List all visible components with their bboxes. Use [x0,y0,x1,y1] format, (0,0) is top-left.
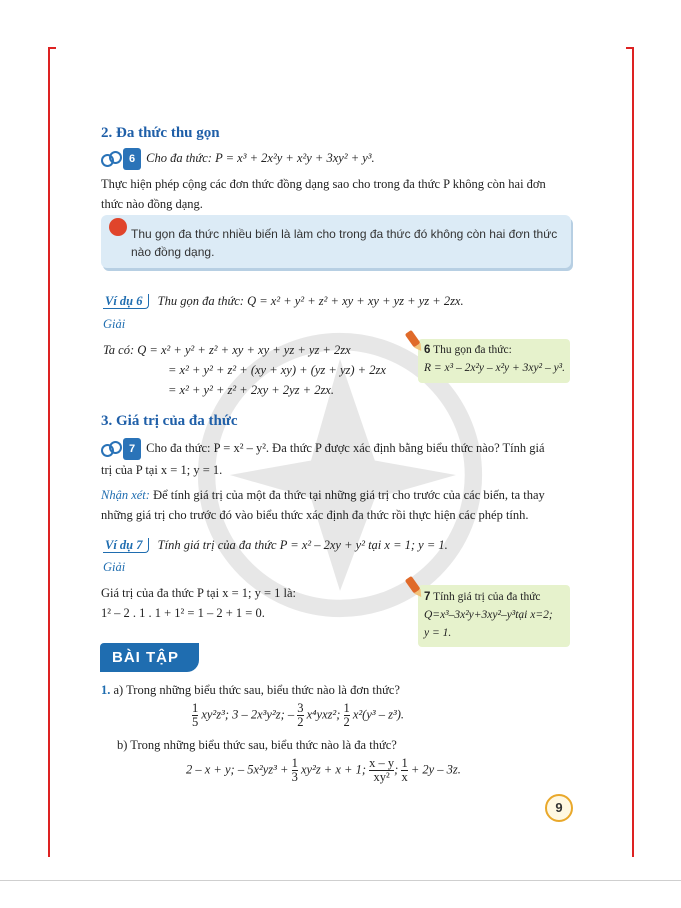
example-6: Ví dụ 6 Thu gọn đa thức: Q = x² + y² + z² + xy + xy + yz + yz + 2zx. [105,294,464,308]
note-box [101,215,571,268]
example-7-label: Ví dụ 7 [103,538,149,553]
exercise-1a: 1. a) Trong những biểu thức sau, biểu thức nào là đơn thức? [101,683,400,697]
example-6-solution-label: Giải [103,317,126,331]
activity-6-instruction: Thực hiện phép cộng các đơn thức đồng dạng sao cho trong đa thức P không còn hai đơn thức nào đồng dạng. [101,177,546,211]
practice-6-box: 6 Thu gọn đa thức: R = x³ – 2x²y – x²y + 3xy² – y³. [418,339,570,383]
example-7-solution: Giá trị của đa thức P tại x = 1; y = 1 là: 1² – 2 . 1 . 1 + 1² = 1 – 2 + 1 = 0. [101,586,297,620]
activity-7: 7 Cho đa thức: P = x² – y². Đa thức P được xác định bằng biểu thức nào? Tính giá trị của P tại x = 1; y = 1. [101,438,581,480]
exercise-1b-expressions: 2 – x + y; – 5x²yz³ + $\frac{1}{3}$ xy²z + x + 1; $\frac{x - y}{\text{xy²}}$ ; $\frac{1}{x}$ + 2y – 3z. [186,756,461,784]
exercise-1b: b) Trong những biểu thức sau, biểu thức nào là đa thức? [117,738,397,752]
activity-icon [101,441,123,457]
section-3-title: 3. Giá trị của đa thức [101,413,238,429]
activity-icon [101,151,123,167]
lightbulb-icon [109,218,127,236]
page-number: 9 [545,794,573,822]
exercises-header: BÀI TẬP [100,643,199,672]
exercise-1a-expressions: $\frac{1}{5}$ xy²z³; 3 – 2x³y²z; – $\frac{3}{2}$ x⁴yxz²; $\frac{1}{2}$ x²(y³ – z³). [192,701,405,729]
note-text: Thu gọn đa thức nhiều biến là làm cho trong đa thức đó không còn hai đơn thức nào đồng dạng. [131,227,558,259]
example-7: Ví dụ 7 Tính giá trị của đa thức P = x² – 2xy + y² tại x = 1; y = 1. [105,538,448,552]
example-6-solution: Ta có: Q = x² + y² + z² + xy + xy + yz + yz + 2zx = x² + y² + z² + (xy + xy) + (yz + yz) + 2zx = x² + y² + z² + 2xy + 2yz + 2zx. [103,343,386,397]
section-2-title: 2. Đa thức thu gọn [101,125,220,141]
remark: Nhận xét: Để tính giá trị của một đa thức tại những giá trị cho trước của các biến, ta thay những giá trị cho trước đó vào biểu thức xác định đa thức rồi thực hiện các phép tính. [101,488,545,522]
activity-6: 6 Cho đa thức: P = x³ + 2x²y + x²y + 3xy² + y³. [101,148,375,170]
example-7-solution-label: Giải [103,560,126,574]
practice-7-box: 7 Tính giá trị của đa thức Q=x³–3x²y+3xy²–y³tại x=2; y = 1. [418,585,570,647]
example-6-label: Ví dụ 6 [103,294,149,309]
page-bottom-line [0,880,681,881]
